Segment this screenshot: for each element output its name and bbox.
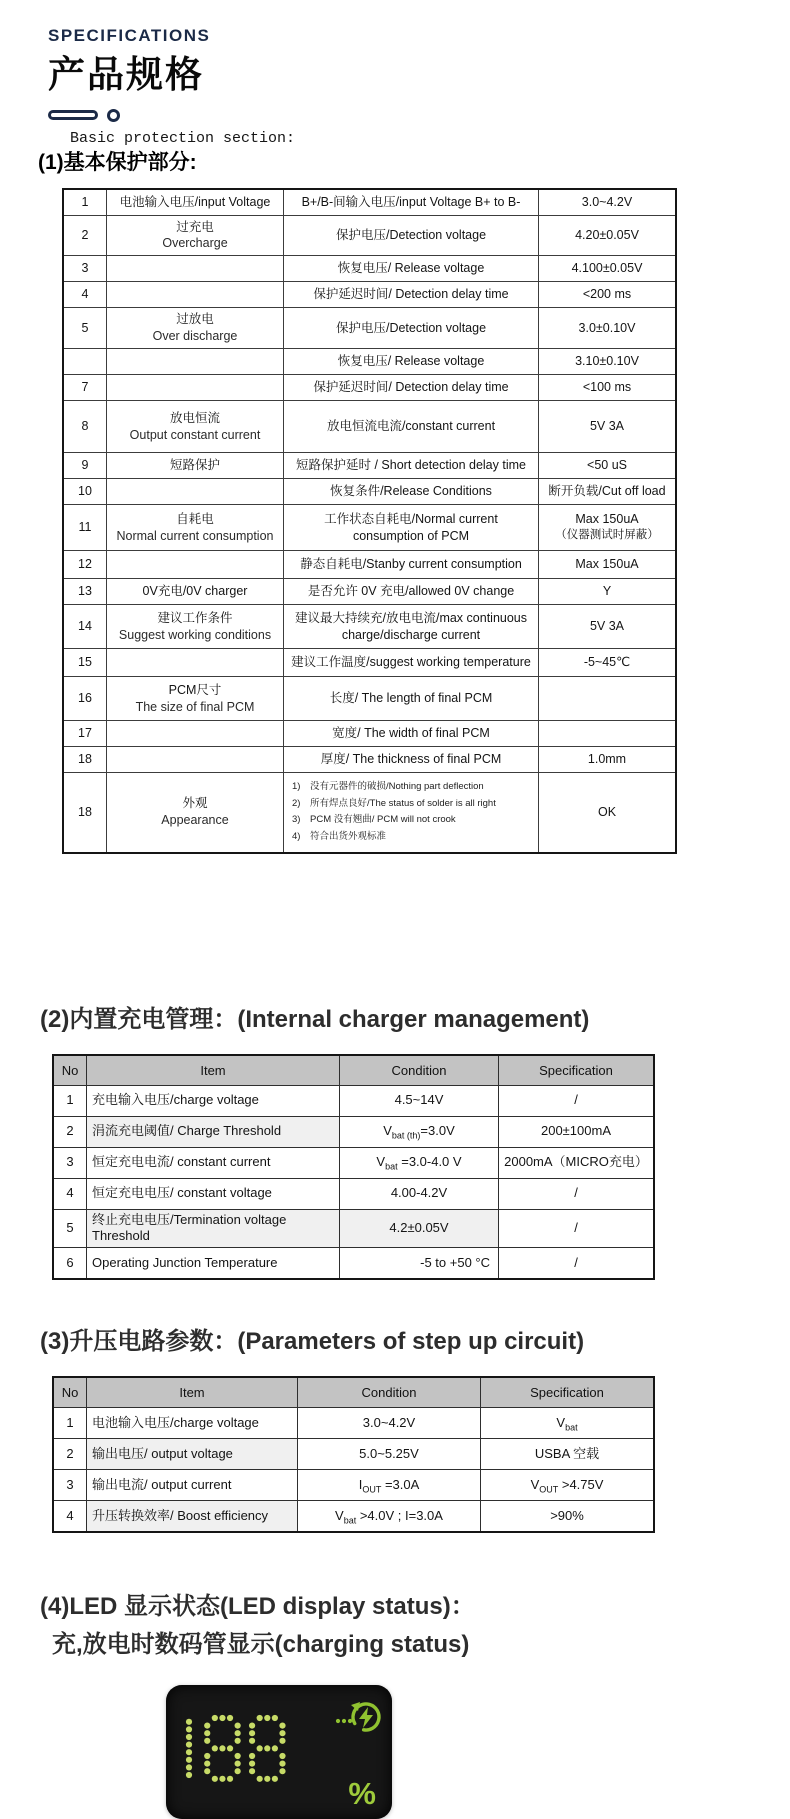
- table-row: [63, 479, 676, 505]
- section1-title: (1)基本保护部分:: [38, 151, 197, 174]
- cell-condition: 保护延迟时间/ Detection delay time: [284, 282, 539, 308]
- value: >4.0V ; I=3.0A: [356, 1507, 443, 1523]
- led-dot-matrix-digits: [182, 1713, 322, 1789]
- cell-no: 2: [53, 1439, 87, 1470]
- table-row: [63, 747, 676, 773]
- cell-spec: 200±100mA: [499, 1116, 655, 1147]
- note-text: PCM 没有翘曲/ PCM will not crook: [310, 814, 456, 826]
- cell-condition: 保护延迟时间/ Detection delay time: [284, 375, 539, 401]
- cell-no: 18: [63, 773, 107, 853]
- item-zh: 过充电: [176, 219, 214, 234]
- item-zh: 建议工作条件: [157, 610, 233, 625]
- table-row: [63, 721, 676, 747]
- cell-no: [63, 349, 107, 375]
- note-number: 3): [292, 814, 301, 826]
- percent-symbol: %: [348, 1776, 376, 1812]
- cell-no: 10: [63, 479, 107, 505]
- cell-item: 恒定充电电压/ constant voltage: [87, 1178, 340, 1209]
- cell-spec: Max 150uA: [539, 551, 677, 579]
- cell-item: [107, 401, 284, 453]
- cell-spec: <50 uS: [539, 453, 677, 479]
- cell-item: [107, 773, 284, 853]
- section4-title: (4)LED 显示状态(LED display status)：: [40, 1593, 475, 1621]
- cell-spec: -5~45℃: [539, 649, 677, 677]
- cell-spec: [539, 677, 677, 721]
- cell-condition: 工作状态自耗电/Normal current consumption of PCM: [284, 505, 539, 551]
- cell-spec: OK: [539, 773, 677, 853]
- cell-no: 12: [63, 551, 107, 579]
- cell-no: 1: [63, 189, 107, 215]
- note-number: 1): [292, 781, 301, 792]
- cell-spec: [481, 1470, 655, 1501]
- underline-dot-decoration: [107, 109, 120, 122]
- note-number: 4): [292, 830, 301, 842]
- cell-item: [107, 349, 284, 375]
- cell-condition: 4.2±0.05V: [340, 1209, 499, 1248]
- cell-item: [107, 479, 284, 505]
- item-zh: 外观: [182, 796, 208, 811]
- cell-condition: 短路保护延时 / Short detection delay time: [284, 453, 539, 479]
- cell-condition: 5.0~5.25V: [298, 1439, 481, 1470]
- cell-condition: [298, 1470, 481, 1501]
- item-en: Normal current consumption: [116, 528, 274, 543]
- col-header-spec: Specification: [481, 1377, 655, 1408]
- cell-spec: <100 ms: [539, 375, 677, 401]
- section1-pre-title: Basic protection section:: [70, 130, 296, 147]
- table-row: [63, 282, 676, 308]
- section4-subtitle: 充,放电时数码管显示(charging status): [52, 1631, 470, 1659]
- document-header: [0, 0, 790, 122]
- cell-item: [107, 215, 284, 256]
- table-header-row: [53, 1377, 654, 1408]
- cell-item: 涓流充电阈值/ Charge Threshold: [87, 1116, 340, 1147]
- item-en: The size of final PCM: [135, 699, 255, 714]
- cell-condition: [340, 1116, 499, 1147]
- cell-item: Operating Junction Temperature: [87, 1248, 340, 1280]
- table-row: [53, 1248, 654, 1280]
- symbol-subscript: bat: [385, 1161, 398, 1172]
- item-zh: PCM尺寸: [168, 682, 222, 697]
- table-row: [63, 579, 676, 605]
- symbol-subscript: OUT: [539, 1484, 559, 1495]
- table-row: [63, 401, 676, 453]
- table-row: [63, 649, 676, 677]
- cell-item: [107, 649, 284, 677]
- symbol: V: [530, 1476, 540, 1492]
- section2-title: (2)内置充电管理：(Internal charger management): [40, 1005, 590, 1033]
- table-row: [63, 308, 676, 349]
- spec-line1: Max 150uA: [575, 512, 639, 527]
- note-text: 所有焊点良好/The status of solder is all right: [310, 797, 496, 809]
- cell-no: 14: [63, 605, 107, 649]
- cell-no: 7: [63, 375, 107, 401]
- table-row: [63, 773, 676, 853]
- table-row: [63, 605, 676, 649]
- symbol-subscript: bat: [565, 1422, 578, 1433]
- cell-no: 5: [63, 308, 107, 349]
- note-text: 没有元器件的破损/Nothing part deflection: [310, 781, 484, 792]
- cell-spec: 3.10±0.10V: [539, 349, 677, 375]
- cell-item: 升压转换效率/ Boost efficiency: [87, 1501, 298, 1533]
- col-header-no: No: [53, 1377, 87, 1408]
- title-decoration: [48, 108, 790, 122]
- col-header-spec: Specification: [499, 1055, 655, 1086]
- cell-spec: Y: [539, 579, 677, 605]
- cell-no: 2: [53, 1116, 87, 1147]
- symbol-subscript: bat: [343, 1515, 357, 1526]
- cell-condition: 保护电压/Detection voltage: [284, 215, 539, 256]
- value: =3.0V: [420, 1123, 455, 1139]
- cell-condition: 放电恒流电流/constant current: [284, 401, 539, 453]
- table-row: [53, 1408, 654, 1439]
- cell-no: 11: [63, 505, 107, 551]
- symbol: I: [358, 1476, 363, 1492]
- item-en: Appearance: [161, 813, 229, 828]
- table-row: [53, 1178, 654, 1209]
- table-row: [63, 215, 676, 256]
- table-row: [53, 1501, 654, 1533]
- step-up-circuit-table: [52, 1376, 655, 1533]
- cell-no: 13: [63, 579, 107, 605]
- cell-item: 充电输入电压/charge voltage: [87, 1085, 340, 1116]
- cell-no: 3: [53, 1470, 87, 1501]
- cell-condition: 3.0~4.2V: [298, 1408, 481, 1439]
- cell-item: [107, 308, 284, 349]
- cell-item: 电池输入电压/input Voltage: [107, 189, 284, 215]
- cell-item: 电池输入电压/charge voltage: [87, 1408, 298, 1439]
- table-row: [63, 677, 676, 721]
- cell-item: 短路保护: [107, 453, 284, 479]
- cell-condition: 静态自耗电/Stanby current consumption: [284, 551, 539, 579]
- cell-no: 5: [53, 1209, 87, 1248]
- cell-condition: 长度/ The length of final PCM: [284, 677, 539, 721]
- symbol: V: [376, 1154, 386, 1170]
- cell-spec: 5V 3A: [539, 401, 677, 453]
- cell-condition: 保护电压/Detection voltage: [284, 308, 539, 349]
- cell-condition: 恢复电压/ Release voltage: [284, 349, 539, 375]
- table-row: [53, 1470, 654, 1501]
- note-number: 2): [292, 797, 301, 809]
- cell-spec: /: [499, 1209, 655, 1248]
- table-row: [53, 1116, 654, 1147]
- cell-condition: 恢复电压/ Release voltage: [284, 256, 539, 282]
- cell-condition: 厚度/ The thickness of final PCM: [284, 747, 539, 773]
- cell-no: 17: [63, 721, 107, 747]
- cell-no: 8: [63, 401, 107, 453]
- table-row: [63, 349, 676, 375]
- cell-spec: 4.100±0.05V: [539, 256, 677, 282]
- cell-spec: [481, 1408, 655, 1439]
- cell-condition: 4.5~14V: [340, 1085, 499, 1116]
- cell-spec: [539, 721, 677, 747]
- cell-item: [107, 551, 284, 579]
- item-en: Overcharge: [162, 236, 228, 251]
- note-text: 符合出货外观标准: [310, 830, 387, 842]
- table-row: [53, 1085, 654, 1116]
- item-en: Over discharge: [152, 329, 238, 344]
- symbol: V: [556, 1414, 566, 1430]
- cell-appearance-notes: [284, 773, 539, 853]
- cell-no: 6: [53, 1248, 87, 1280]
- value: =3.0-4.0 V: [397, 1154, 462, 1170]
- col-header-item: Item: [87, 1055, 340, 1086]
- cell-item: [107, 505, 284, 551]
- cell-item: 输出电压/ output voltage: [87, 1439, 298, 1470]
- cell-condition: [298, 1501, 481, 1533]
- cell-no: 18: [63, 747, 107, 773]
- item-zh: 自耗电: [176, 511, 214, 526]
- cell-item: 输出电流/ output current: [87, 1470, 298, 1501]
- value: >4.75V: [558, 1476, 604, 1492]
- cell-no: 3: [53, 1147, 87, 1178]
- cell-spec: 3.0±0.10V: [539, 308, 677, 349]
- cell-no: 1: [53, 1408, 87, 1439]
- table-row: [63, 256, 676, 282]
- col-header-condition: Condition: [340, 1055, 499, 1086]
- cell-no: 3: [63, 256, 107, 282]
- cell-spec: /: [499, 1085, 655, 1116]
- cell-item: [107, 605, 284, 649]
- appearance-note: [292, 779, 536, 796]
- cell-no: 4: [63, 282, 107, 308]
- cell-condition: 建议最大持续充/放电电流/max continuous charge/discharge current: [284, 605, 539, 649]
- cell-item: 0V充电/0V charger: [107, 579, 284, 605]
- item-en: Output constant current: [129, 427, 261, 442]
- eyebrow-title: SPECIFICATIONS: [48, 26, 211, 45]
- spec-line2: （仪器测试时屏蔽）: [555, 529, 659, 542]
- cell-no: 1: [53, 1085, 87, 1116]
- basic-protection-table: [62, 188, 677, 854]
- symbol: V: [383, 1123, 392, 1139]
- charger-management-table: [52, 1054, 655, 1281]
- cell-spec: 5V 3A: [539, 605, 677, 649]
- col-header-no: No: [53, 1055, 87, 1086]
- symbol-subscript: OUT: [362, 1484, 382, 1495]
- cell-no: 2: [63, 215, 107, 256]
- led-display-photo: [166, 1685, 392, 1819]
- cell-no: 4: [53, 1178, 87, 1209]
- cell-no: 15: [63, 649, 107, 677]
- item-zh: 过放电: [176, 312, 214, 327]
- table-header-row: [53, 1055, 654, 1086]
- value: =3.0A: [381, 1476, 420, 1492]
- cell-spec: 2000mA（MICRO充电）: [499, 1147, 655, 1178]
- cell-condition: 是否允许 0V 充电/allowed 0V change: [284, 579, 539, 605]
- symbol: V: [335, 1507, 344, 1523]
- cell-item: [107, 747, 284, 773]
- charging-cycle-icon: [334, 1697, 384, 1741]
- cell-condition: 恢复条件/Release Conditions: [284, 479, 539, 505]
- table-row: [53, 1439, 654, 1470]
- cell-spec: >90%: [481, 1501, 655, 1533]
- cell-item: [107, 677, 284, 721]
- cell-item: [107, 721, 284, 747]
- table-row: [63, 189, 676, 215]
- cell-condition: 宽度/ The width of final PCM: [284, 721, 539, 747]
- cell-item: [107, 282, 284, 308]
- cell-spec: 4.20±0.05V: [539, 215, 677, 256]
- cell-no: 4: [53, 1501, 87, 1533]
- cell-spec: [539, 505, 677, 551]
- cell-spec: <200 ms: [539, 282, 677, 308]
- cell-spec: /: [499, 1248, 655, 1280]
- table-row: [53, 1147, 654, 1178]
- symbol-subscript: bat (th): [391, 1130, 421, 1141]
- cell-condition: 建议工作温度/suggest working temperature: [284, 649, 539, 677]
- appearance-note: [292, 829, 536, 846]
- cell-condition: B+/B-间输入电压/input Voltage B+ to B-: [284, 189, 539, 215]
- cell-condition: 4.00-4.2V: [340, 1178, 499, 1209]
- table-row: [53, 1209, 654, 1248]
- page-title: 产品规格: [48, 54, 204, 95]
- cell-no: 9: [63, 453, 107, 479]
- col-header-condition: Condition: [298, 1377, 481, 1408]
- col-header-item: Item: [87, 1377, 298, 1408]
- section3-title: (3)升压电路参数：(Parameters of step up circuit): [40, 1328, 585, 1356]
- underline-pill-decoration: [48, 110, 98, 120]
- cell-item: [107, 256, 284, 282]
- cell-item: [107, 375, 284, 401]
- cell-no: 16: [63, 677, 107, 721]
- item-zh: 放电恒流: [169, 410, 220, 425]
- table-row: [63, 453, 676, 479]
- cell-spec: 3.0~4.2V: [539, 189, 677, 215]
- appearance-note: [292, 812, 536, 829]
- table-row: [63, 505, 676, 551]
- cell-spec: 1.0mm: [539, 747, 677, 773]
- table-row: [63, 375, 676, 401]
- cell-item: 终止充电电压/Termination voltage Threshold: [87, 1209, 340, 1248]
- appearance-note: [292, 796, 536, 813]
- cell-condition: [340, 1147, 499, 1178]
- cell-spec: /: [499, 1178, 655, 1209]
- cell-condition: -5 to +50 °C: [340, 1248, 499, 1280]
- item-en: Suggest working conditions: [118, 627, 272, 642]
- table-row: [63, 551, 676, 579]
- cell-spec: 断开负载/Cut off load: [539, 479, 677, 505]
- cell-spec: USBA 空载: [481, 1439, 655, 1470]
- cell-item: 恒定充电电流/ constant current: [87, 1147, 340, 1178]
